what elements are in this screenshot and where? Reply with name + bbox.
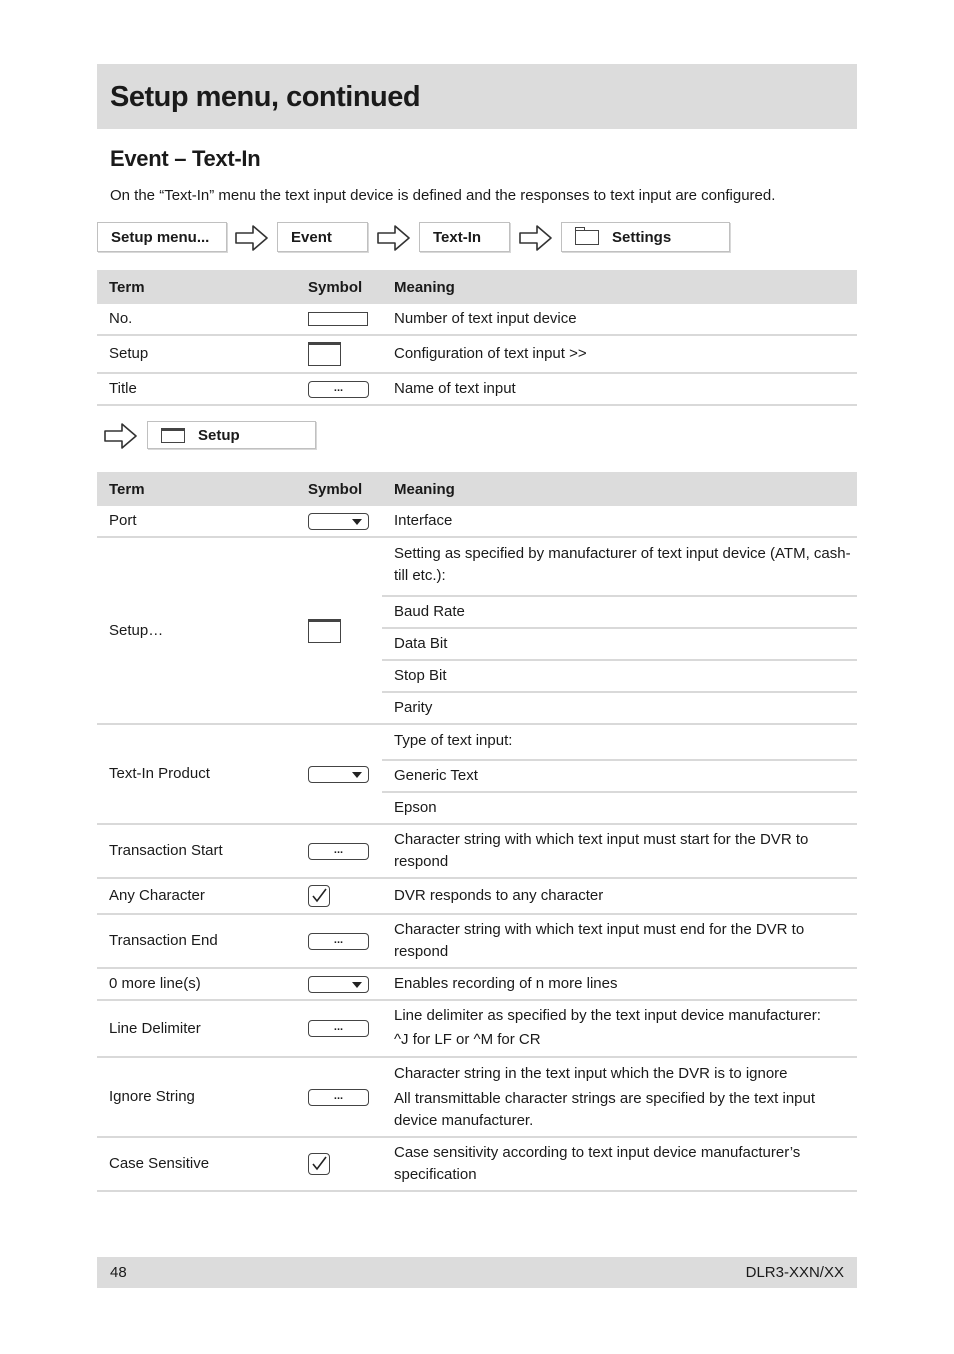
page-header: [97, 64, 857, 129]
column-header-term: Term: [97, 270, 304, 304]
meaning-cell: Epson: [382, 792, 857, 824]
meaning-cell: Character string with which text input must start for the DVR to respond: [382, 824, 857, 878]
meaning-cell: Enables recording of n more lines: [382, 968, 857, 1000]
table-row: [97, 724, 857, 760]
breadcrumb-settings: [561, 222, 730, 252]
term-cell: Transaction End: [97, 914, 304, 968]
symbol-cell: [304, 304, 382, 335]
breadcrumb-label: Setup menu...: [111, 228, 210, 246]
table-row: [97, 304, 857, 335]
term-cell: Any Character: [97, 878, 304, 914]
window-icon: [308, 619, 341, 643]
arrow-right-icon: [104, 422, 138, 450]
arrow-right-icon: [377, 224, 411, 252]
table-row: [97, 878, 857, 914]
symbol-cell: [304, 914, 382, 968]
term-cell: Ignore String: [97, 1057, 304, 1137]
symbol-cell: [304, 335, 382, 373]
table-row: [97, 1137, 857, 1191]
ellipsis-button-icon: ...: [308, 1089, 369, 1106]
folder-icon: [575, 230, 599, 245]
symbol-cell: [304, 1000, 382, 1057]
term-cell: Transaction Start: [97, 824, 304, 878]
checkbox-checked-icon: [308, 885, 330, 907]
breadcrumb-setup-menu: [97, 222, 227, 252]
symbol-cell: [304, 1057, 382, 1137]
table-row: [97, 373, 857, 405]
meaning-cell: Interface: [382, 506, 857, 537]
ellipsis-button-icon: ...: [308, 1020, 369, 1037]
ellipsis-button-icon: ...: [308, 933, 369, 950]
meaning-cell: Data Bit: [382, 628, 857, 660]
table-row: [97, 914, 857, 968]
page-title: Setup menu, continued: [110, 81, 421, 113]
symbol-cell: [304, 506, 382, 537]
dropdown-icon: [308, 513, 369, 530]
window-icon: [308, 342, 341, 366]
meaning-cell: Name of text input: [382, 373, 857, 405]
term-cell: No.: [97, 304, 304, 335]
page-footer: [97, 1257, 857, 1288]
breadcrumb-label: Event: [291, 228, 332, 246]
symbol-cell: [304, 878, 382, 914]
meaning-line: All transmittable character strings are specified by the text input device manufacturer.: [394, 1090, 816, 1129]
table-header-row: [97, 270, 857, 304]
meaning-cell: Parity: [382, 692, 857, 724]
dropdown-icon: [308, 976, 369, 993]
column-header-symbol: Symbol: [304, 472, 382, 506]
table-row: [97, 824, 857, 878]
term-cell: Title: [97, 373, 304, 405]
setup-table: [97, 472, 857, 1192]
section-intro: On the “Text-In” menu the text input device is defined and the responses to text input are configured.: [110, 187, 776, 204]
column-header-term: Term: [97, 472, 304, 506]
breadcrumb-label: Setup: [198, 426, 240, 444]
window-icon: [161, 428, 185, 443]
section-title: Event – Text-In: [110, 146, 261, 171]
term-cell: Setup…: [97, 537, 304, 724]
term-cell: Port: [97, 506, 304, 537]
meaning-cell: Number of text input device: [382, 304, 857, 335]
arrow-right-icon: [235, 224, 269, 252]
table-row: [97, 506, 857, 537]
arrow-right-icon: [519, 224, 553, 252]
symbol-cell: [304, 968, 382, 1000]
table-row: [97, 537, 857, 596]
text-field-icon: [308, 312, 368, 326]
meaning-cell: Stop Bit: [382, 660, 857, 692]
meaning-cell: Generic Text: [382, 760, 857, 792]
meaning-cell: Configuration of text input >>: [382, 335, 857, 373]
meaning-cell: Setting as specified by manufacturer of text input device (ATM, cash-till etc.):: [382, 537, 857, 596]
meaning-cell: Baud Rate: [382, 596, 857, 628]
meaning-line: ^J for LF or ^M for CR: [394, 1031, 541, 1048]
table-row: [97, 335, 857, 373]
table-header-row: [97, 472, 857, 506]
term-cell: Line Delimiter: [97, 1000, 304, 1057]
symbol-cell: [304, 724, 382, 824]
breadcrumb-event: [277, 222, 368, 252]
model-number: DLR3-XXN/XX: [745, 1264, 844, 1281]
ellipsis-button-icon: ...: [308, 381, 369, 398]
symbol-cell: [304, 1137, 382, 1191]
breadcrumb-setup: [147, 421, 316, 449]
meaning-cell: [382, 1057, 857, 1137]
symbol-cell: [304, 537, 382, 724]
dropdown-icon: [308, 766, 369, 783]
checkbox-checked-icon: [308, 1153, 330, 1175]
meaning-cell: Case sensitivity according to text input device manufacturer’s specification: [382, 1137, 857, 1191]
meaning-line: Line delimiter as specified by the text input device manufacturer:: [394, 1007, 821, 1024]
table-row: [97, 968, 857, 1000]
settings-table: [97, 270, 857, 406]
term-cell: Text-In Product: [97, 724, 304, 824]
symbol-cell: [304, 373, 382, 405]
term-cell: 0 more line(s): [97, 968, 304, 1000]
column-header-symbol: Symbol: [304, 270, 382, 304]
breadcrumb-text-in: [419, 222, 510, 252]
term-cell: Case Sensitive: [97, 1137, 304, 1191]
column-header-meaning: Meaning: [382, 270, 857, 304]
meaning-cell: Character string with which text input must end for the DVR to respond: [382, 914, 857, 968]
meaning-cell: DVR responds to any character: [382, 878, 857, 914]
table-row: [97, 1057, 857, 1137]
page-number: 48: [110, 1264, 127, 1281]
breadcrumb-label: Settings: [612, 228, 672, 246]
meaning-line: Character string in the text input which the DVR is to ignore: [394, 1065, 788, 1082]
table-row: [97, 1000, 857, 1057]
breadcrumb-label: Text-In: [433, 228, 482, 246]
meaning-cell: [382, 1000, 857, 1057]
term-cell: Setup: [97, 335, 304, 373]
ellipsis-button-icon: ...: [308, 843, 369, 860]
meaning-cell: Type of text input:: [382, 724, 857, 760]
column-header-meaning: Meaning: [382, 472, 857, 506]
symbol-cell: [304, 824, 382, 878]
